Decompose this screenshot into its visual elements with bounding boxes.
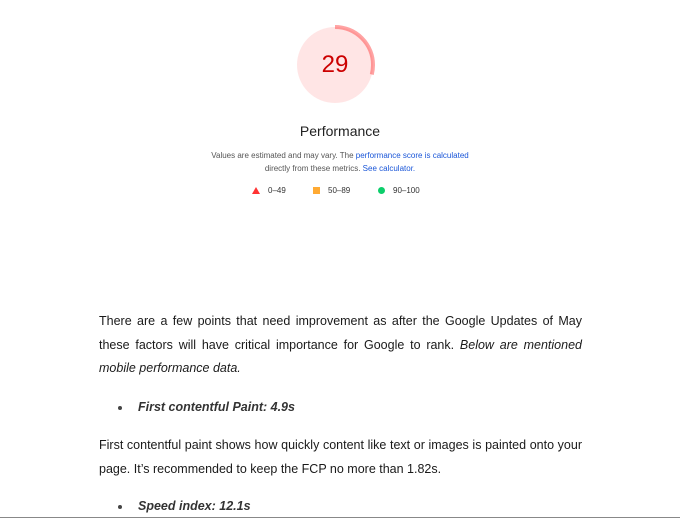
- circle-icon: [378, 187, 385, 194]
- legend-item-average: [313, 186, 350, 195]
- note-text-2: directly from these metrics.: [264, 164, 363, 173]
- bullet-dot-icon: [118, 406, 122, 410]
- bullet-fcp: [118, 396, 295, 420]
- performance-note: [0, 149, 680, 175]
- bullet-speed-index: [118, 495, 251, 519]
- performance-score-link[interactable]: performance score is calculated: [355, 151, 469, 160]
- paragraph-intro: [99, 310, 582, 381]
- legend-label-good: 90–100: [393, 186, 420, 195]
- performance-title: Performance: [299, 123, 381, 139]
- triangle-icon: [252, 187, 260, 194]
- paragraph-intro-italic: Below are mentioned mobile performance data.: [99, 337, 582, 375]
- paragraph-intro-text: There are a few points that need improvement as after the Google Updates of May these factors will have critical importance for Google to rank.: [99, 314, 582, 352]
- legend-label-poor: 0–49: [268, 186, 286, 195]
- see-calculator-link[interactable]: See calculator.: [362, 164, 416, 173]
- score-legend: [0, 186, 680, 200]
- performance-score: 29: [321, 51, 349, 78]
- bullet-speed-index-text: Speed index: 12.1s: [138, 499, 251, 513]
- paragraph-fcp: First contentful paint shows how quickly content like text or images is painted onto your page. It’s recommended to keep the FCP no more than 1.82s.: [99, 438, 582, 476]
- bullet-fcp-text: First contentful Paint: 4.9s: [138, 400, 295, 414]
- performance-gauge: [290, 20, 380, 110]
- square-icon: [313, 187, 320, 194]
- legend-item-good: [378, 186, 420, 195]
- page-divider: [0, 517, 680, 518]
- bullet-dot-icon: [118, 505, 122, 509]
- legend-label-average: 50–89: [328, 186, 351, 195]
- note-text-1: Values are estimated and may vary. The: [211, 151, 356, 160]
- legend-item-poor: [252, 186, 286, 195]
